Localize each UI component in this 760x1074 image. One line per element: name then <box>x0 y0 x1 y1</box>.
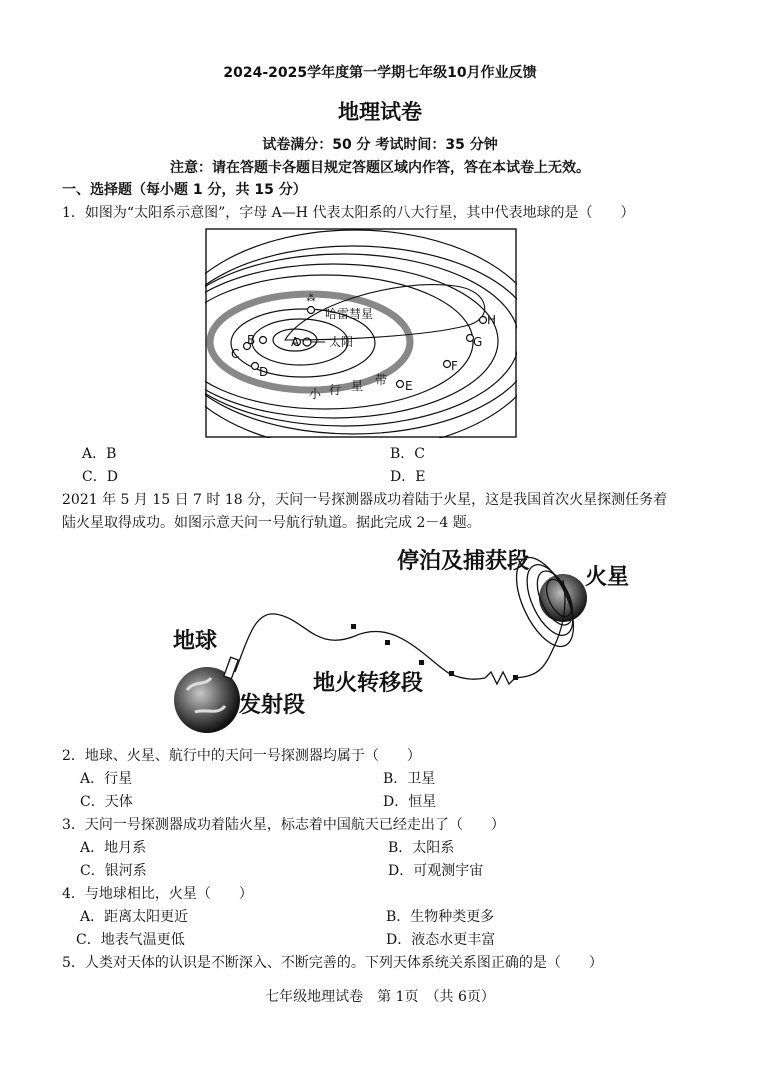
planet-f <box>444 361 451 368</box>
q1-option-c[interactable]: C．D <box>82 469 118 485</box>
q1-option-a[interactable]: A．B <box>82 446 117 462</box>
belt-label-4: 带 <box>375 373 388 387</box>
passage-line-1: 2021 年 5 月 15 日 7 时 18 分，天问一号探测器成功着陆于火星，这是我国首次火星探测任务着 <box>62 492 668 508</box>
q2-option-c[interactable]: C．天体 <box>80 794 133 810</box>
svg-text:F: F <box>451 359 458 373</box>
mars-label: 火星 <box>585 565 630 590</box>
question-2-stem: 2．地球、火星、航行中的天问一号探测器均属于（ ） <box>62 748 421 764</box>
halley-comet-marker <box>308 307 315 314</box>
question-3-stem: 3．天问一号探测器成功着陆火星，标志着中国航天已经走出了（ ） <box>62 817 505 833</box>
question-4-stem: 4．与地球相比，火星（ ） <box>62 886 253 902</box>
planet-e <box>397 381 404 388</box>
belt-label-3: 星 <box>351 379 364 393</box>
exam-title: 地理试卷 <box>338 100 422 124</box>
svg-text:G: G <box>473 335 483 349</box>
svg-text:B: B <box>247 333 256 347</box>
page-footer: 七年级地理试卷 第 1页 （共 6页） <box>265 989 495 1005</box>
q2-option-d[interactable]: D．恒星 <box>383 794 437 810</box>
q3-option-c[interactable]: C．银河系 <box>80 863 147 879</box>
launch-label: 发射段 <box>239 693 306 718</box>
svg-text:⁂: ⁂ <box>306 294 316 304</box>
tianwen-trajectory-diagram <box>165 540 640 740</box>
belt-label-1: 小 <box>309 387 322 401</box>
q1-option-b[interactable]: B．C <box>390 446 425 462</box>
question-1-stem: 1．如图为“太阳系示意图”，字母 A—H 代表太阳系的八大行星，其中代表地球的是（ ） <box>62 205 635 221</box>
planet-d <box>252 363 259 370</box>
svg-text:C: C <box>231 347 240 361</box>
planet-b <box>260 337 267 344</box>
svg-text:D: D <box>259 365 269 379</box>
q3-option-a[interactable]: A．地月系 <box>80 840 147 856</box>
passage-line-2: 陆火星取得成功。如图示意天问一号航行轨道。据此完成 2－4 题。 <box>62 515 481 531</box>
transfer-label: 地火转移段 <box>313 671 424 696</box>
earth-label: 地球 <box>173 629 218 654</box>
score-time: 试卷满分：50 分 考试时间：35 分钟 <box>262 137 498 153</box>
q4-option-a[interactable]: A．距离太阳更近 <box>80 909 189 925</box>
question-5-stem: 5．人类对天体的认识是不断深入、不断完善的。下列天体系统关系图正确的是（ ） <box>62 955 603 971</box>
notice: 注意：请在答题卡各题目规定答题区域内作答，答在本试卷上无效。 <box>170 160 590 176</box>
q3-option-d[interactable]: D．可观测宇宙 <box>388 863 484 879</box>
solar-system-diagram <box>205 228 517 438</box>
q2-option-b[interactable]: B．卫星 <box>383 771 436 787</box>
exam-subtitle: 2024-2025学年度第一学期七年级10月作业反馈 <box>223 65 537 81</box>
section-heading: 一、选择题（每小题 1 分，共 15 分） <box>62 182 307 198</box>
q4-option-d[interactable]: D．液态水更丰富 <box>386 932 496 948</box>
sun-label: 太阳 <box>329 335 354 349</box>
parking-label: 停泊及捕获段 <box>397 549 530 574</box>
svg-text:E: E <box>405 379 413 393</box>
planet-h <box>480 317 487 324</box>
q3-option-b[interactable]: B．太阳系 <box>388 840 455 856</box>
halley-label: 哈雷彗星 <box>325 307 374 321</box>
q4-option-b[interactable]: B．生物种类更多 <box>386 909 495 925</box>
belt-label-2: 行 <box>329 383 342 397</box>
svg-text:H: H <box>487 313 497 327</box>
svg-text:A: A <box>291 335 300 349</box>
q2-option-a[interactable]: A．行星 <box>80 771 133 787</box>
q4-option-c[interactable]: C．地表气温更低 <box>76 932 185 948</box>
q1-option-d[interactable]: D．E <box>390 469 426 485</box>
